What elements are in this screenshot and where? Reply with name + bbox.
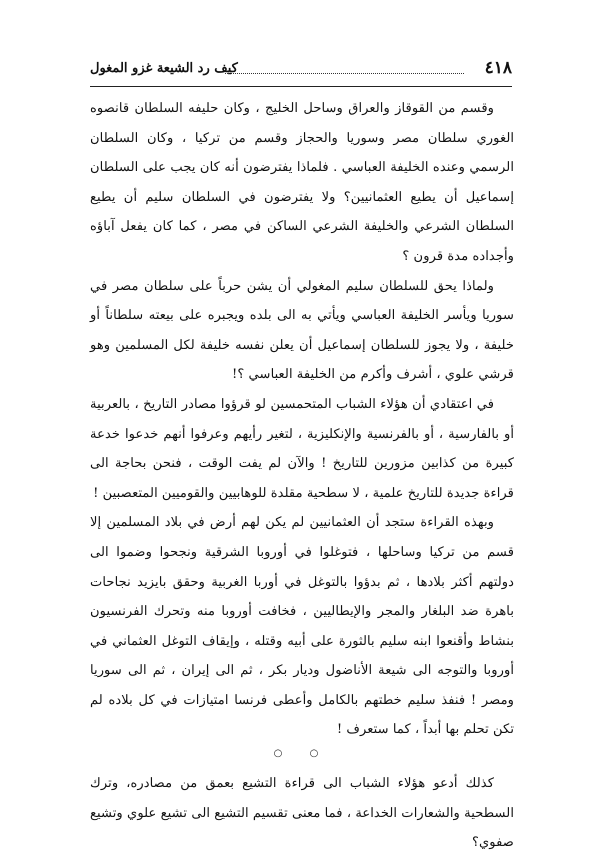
page-body [90,94,514,858]
paragraph-3: في اعتقادي أن هؤلاء الشباب المتحمسين لو قرؤوا مصادر التاريخ ، بالعربية أو بالفارسية ، أو بالفرنسية والإنكليزية ، لتغير رأيهم وعرفوا أنهم خدعوا خدعة كبيرة من كذابين مزورين للتاريخ ! والآن لم يفت الوقت ، فنحن بحاجة الى قراءة جديدة للتاريخ علمية ، لا سطحية مقلدة للوهابيين والقوميين المتعصبين ! [90,396,514,501]
paragraph-4: وبهذه القراءة ستجد أن العثمانيين لم يكن لهم أرض في بلاد المسلمين إلا قسم من تركيا وساحلها ، فتوغلوا في أوروبا الشرقية ونجحوا وضموا الى دولتهم أكثر بلادها ، ثم بدؤوا بالتوغل في أوربا الغربية وحقق بايزيد نجاحات باهرة ضد البلغار والمجر والإيطاليين ، فخافت أوروبا منه وتحرك الفرنسيون بنشاط وأقنعوا ابنه سليم بالثورة على أبيه وقتله ، وإيقاف التوغل العثماني في أوروبا والتوجه الى شيعة الأناضول وديار بكر ، ثم الى إيران ، ثم الى سوريا ومصر ! فنفذ سليم خطتهم بالكامل وأعطى فرنسا امتيازات في كل بلاده لم تكن تحلم بها أبداً ، كما ستعرف ! [90,515,514,738]
paragraph-5: كذلك أدعو هؤلاء الشباب الى قراءة التشيع بعمق من مصادره، وترك السطحية والشعارات الخداعة ، فما معنى تقسيم التشيع الى تشيع علوي وتشيع صفوي؟ [90,776,514,851]
section-separator: ○ ○ [273,748,331,760]
running-title: كيف رد الشيعة غزو المغول [90,61,238,76]
header-rule [90,86,512,87]
dotted-leader [225,73,464,74]
paragraph-1: وقسم من القوقاز والعراق وساحل الخليج ، وكان حليفه السلطان قانصوه الغوري سلطان مصر وسوريا والحجاز وقسم من تركيا ، وكان السلطان الرسمي وعنده الخليفة العباسي . فلماذا يفترضون أنه كان يجب على السلطان إسماعيل أن يطيع العثمانيين؟ ولا يفترضون في السلطان سليم أن يطيع السلطان الشرعي والخليفة الشرعي الساكن في مصر ، كما كان يفعل آباؤه وأجداده مدة قرون ؟ [90,101,514,264]
paragraph-2: ولماذا يحق للسلطان سليم المغولي أن يشن حرباً على سلطان مصر في سوريا ويأسر الخليفة العباسي ويأتي به الى بلده ويجبره على بيعته سلطاناً أو خليفة ، ولا يجوز للسلطان إسماعيل أن يعلن نفسه خليفة لكل المسلمين وهو قرشي علوي ، أشرف وأكرم من الخليفة العباسي ؟! [90,278,514,383]
page-header [90,58,512,84]
page-number: ٤١٨ [484,58,512,78]
